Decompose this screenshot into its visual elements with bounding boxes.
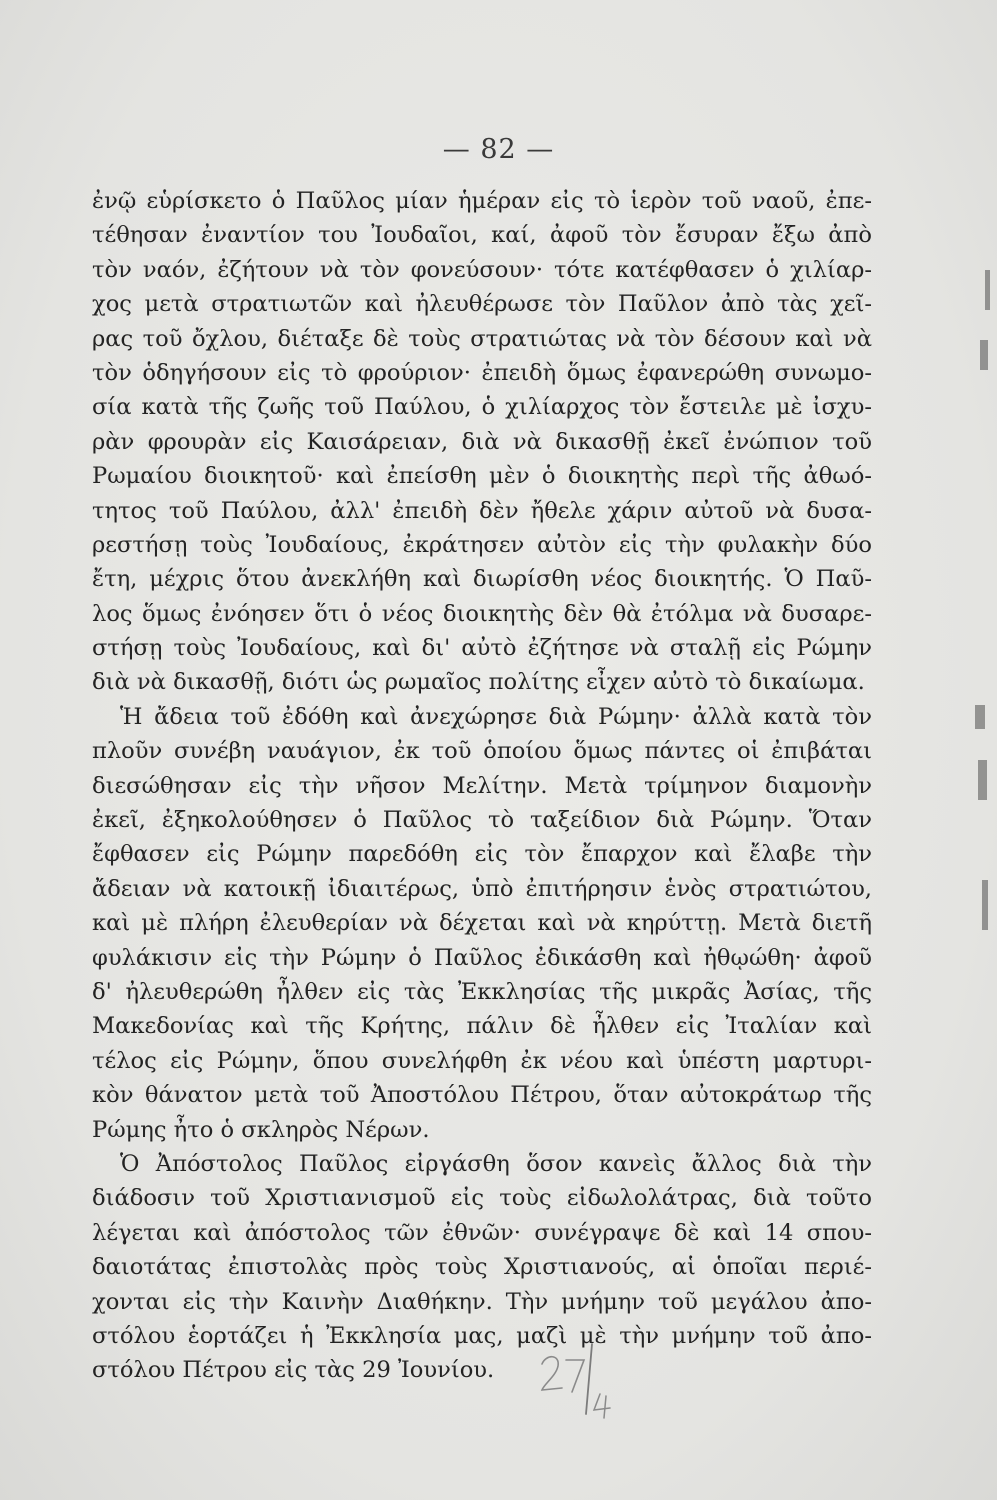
paragraph: [92, 184, 872, 700]
text-line: τὸν ὁδηγήσουν εἰς τὸ φρούριον· ἐπειδὴ ὅμως ἐφανερώθη συνωμο-: [92, 359, 872, 386]
page-number: — 82 —: [442, 134, 555, 165]
text-line: ἄδειαν νὰ κατοικῇ ἰδιαιτέρως, ὑπὸ ἐπιτήρησιν ἑνὸς στρατιώτου,: [92, 875, 872, 902]
body-text: [92, 184, 872, 1388]
text-line: Μακεδονίας καὶ τῆς Κρήτης, πάλιν δὲ ἦλθεν εἰς Ἰταλίαν καὶ: [92, 1013, 872, 1040]
text-line: διάδοσιν τοῦ Χριστιανισμοῦ εἰς τοὺς εἰδωλολάτρας, διὰ τοῦτο: [92, 1185, 872, 1212]
scan-artifact: [975, 705, 985, 729]
text-line: τέλος εἰς Ρώμην, ὅπου συνελήφθη ἐκ νέου καὶ ὑπέστη μαρτυρι-: [92, 1047, 872, 1074]
text-line: ἐνῷ εὑρίσκετο ὁ Παῦλος μίαν ἡμέραν εἰς τὸ ἱερὸν τοῦ ναοῦ, ἐπε-: [92, 188, 872, 214]
text-line: Ἡ ἄδεια τοῦ ἐδόθη καὶ ἀνεχώρησε διὰ Ρώμην· ἀλλὰ κατὰ τὸν: [120, 703, 872, 730]
text-line: Ρωμαίου διοικητοῦ· καὶ ἐπείσθη μὲν ὁ διοικητὴς περὶ τῆς ἀθωό-: [92, 463, 872, 490]
handwritten-annotation: [536, 1340, 626, 1420]
paragraph: [92, 700, 872, 1147]
text-line: δαιοτάτας ἐπιστολὰς πρὸς τοὺς Χριστιανούς, αἱ ὁποῖαι περιέ-: [92, 1254, 872, 1281]
text-line: τητος τοῦ Παύλου, ἀλλ' ἐπειδὴ δὲν ἤθελε χάριν αὐτοῦ νὰ δυσα-: [92, 497, 872, 524]
text-line: τέθησαν ἐναντίον του Ἰουδαῖοι, καί, ἀφοῦ τὸν ἔσυραν ἔξω ἀπὸ: [92, 222, 872, 249]
text-line: λος ὅμως ἐνόησεν ὅτι ὁ νέος διοικητὴς δὲν θὰ ἐτόλμα νὰ δυσαρε-: [92, 600, 872, 627]
text-line: καὶ μὲ πλήρη ἐλευθερίαν νὰ δέχεται καὶ νὰ κηρύττῃ. Μετὰ διετῆ: [92, 910, 872, 937]
text-line: Ρώμης ἦτο ὁ σκληρὸς Νέρων.: [92, 1116, 430, 1143]
text-line: ἐκεῖ, ἐξηκολούθησεν ὁ Παῦλος τὸ ταξείδιον διὰ Ρώμην. Ὅταν: [92, 807, 872, 834]
text-line: ἔφθασεν εἰς Ρώμην παρεδόθη εἰς τὸν ἔπαρχον καὶ ἔλαβε τὴν: [92, 841, 872, 868]
text-line: λέγεται καὶ ἀπόστολος τῶν ἐθνῶν· συνέγραψε δὲ καὶ 14 σπου-: [92, 1219, 872, 1246]
scan-artifact: [982, 880, 988, 930]
text-line: πλοῦν συνέβη ναυάγιον, ἐκ τοῦ ὁποίου ὅμως πάντες οἱ ἐπιβάται: [92, 738, 872, 765]
scan-artifact: [980, 340, 988, 370]
text-line: φυλάκισιν εἰς τὴν Ρώμην ὁ Παῦλος ἐδικάσθη καὶ ἠθῳώθη· ἀφοῦ: [92, 944, 872, 971]
text-line: ἔτη, μέχρις ὅτου ἀνεκλήθη καὶ διωρίσθη νέος διοικητής. Ὁ Παῦ-: [92, 566, 872, 593]
text-line: τὸν ναόν, ἐζήτουν νὰ τὸν φονεύσουν· τότε κατέφθασεν ὁ χιλίαρ-: [92, 256, 872, 283]
text-line: δ' ἠλευθερώθη ἦλθεν εἰς τὰς Ἐκκλησίας τῆς μικρᾶς Ἀσίας, τῆς: [92, 978, 872, 1005]
paragraph: [92, 1147, 872, 1388]
scan-artifact: [985, 270, 990, 310]
text-line: στόλου Πέτρου εἰς τὰς 29 Ἰουνίου.: [92, 1357, 495, 1384]
text-line: Ὁ Ἀπόστολος Παῦλος εἰργάσθη ὅσον κανεὶς ἄλλος διὰ τὴν: [120, 1150, 872, 1177]
text-line: σία κατὰ τῆς ζωῆς τοῦ Παύλου, ὁ χιλίαρχος τὸν ἔστειλε μὲ ἰσχυ-: [92, 394, 872, 421]
text-line: χος μετὰ στρατιωτῶν καὶ ἠλευθέρωσε τὸν Παῦλον ἀπὸ τὰς χεῖ-: [92, 291, 872, 318]
text-line: στήσῃ τοὺς Ἰουδαίους, καὶ δι' αὐτὸ ἐζήτησε νὰ σταλῇ εἰς Ρώμην: [92, 635, 872, 662]
text-line: ρὰν φρουρὰν εἰς Καισάρειαν, διὰ νὰ δικασθῇ ἐκεῖ ἐνώπιον τοῦ: [92, 428, 872, 455]
text-line: διὰ νὰ δικασθῇ, διότι ὡς ρωμαῖος πολίτης εἶχεν αὐτὸ τὸ δικαίωμα.: [92, 669, 865, 696]
text-line: ρας τοῦ ὄχλου, διέταξε δὲ τοὺς στρατιώτας νὰ τὸν δέσουν καὶ νὰ: [92, 325, 872, 352]
text-line: διεσώθησαν εἰς τὴν νῆσον Μελίτην. Μετὰ τρίμηνον διαμονὴν: [92, 772, 872, 799]
scan-artifact: [978, 760, 987, 800]
text-line: χονται εἰς τὴν Καινὴν Διαθήκην. Τὴν μνήμην τοῦ μεγάλου ἀπο-: [92, 1288, 872, 1315]
text-line: ρεστήσῃ τοὺς Ἰουδαίους, ἐκράτησεν αὐτὸν εἰς τὴν φυλακὴν δύο: [92, 531, 872, 558]
text-line: στόλου ἑορτάζει ἡ Ἐκκλησία μας, μαζὶ μὲ τὴν μνήμην τοῦ ἀπο-: [92, 1322, 872, 1349]
text-line: κὸν θάνατον μετὰ τοῦ Ἀποστόλου Πέτρου, ὅταν αὐτοκράτωρ τῆς: [92, 1082, 872, 1109]
